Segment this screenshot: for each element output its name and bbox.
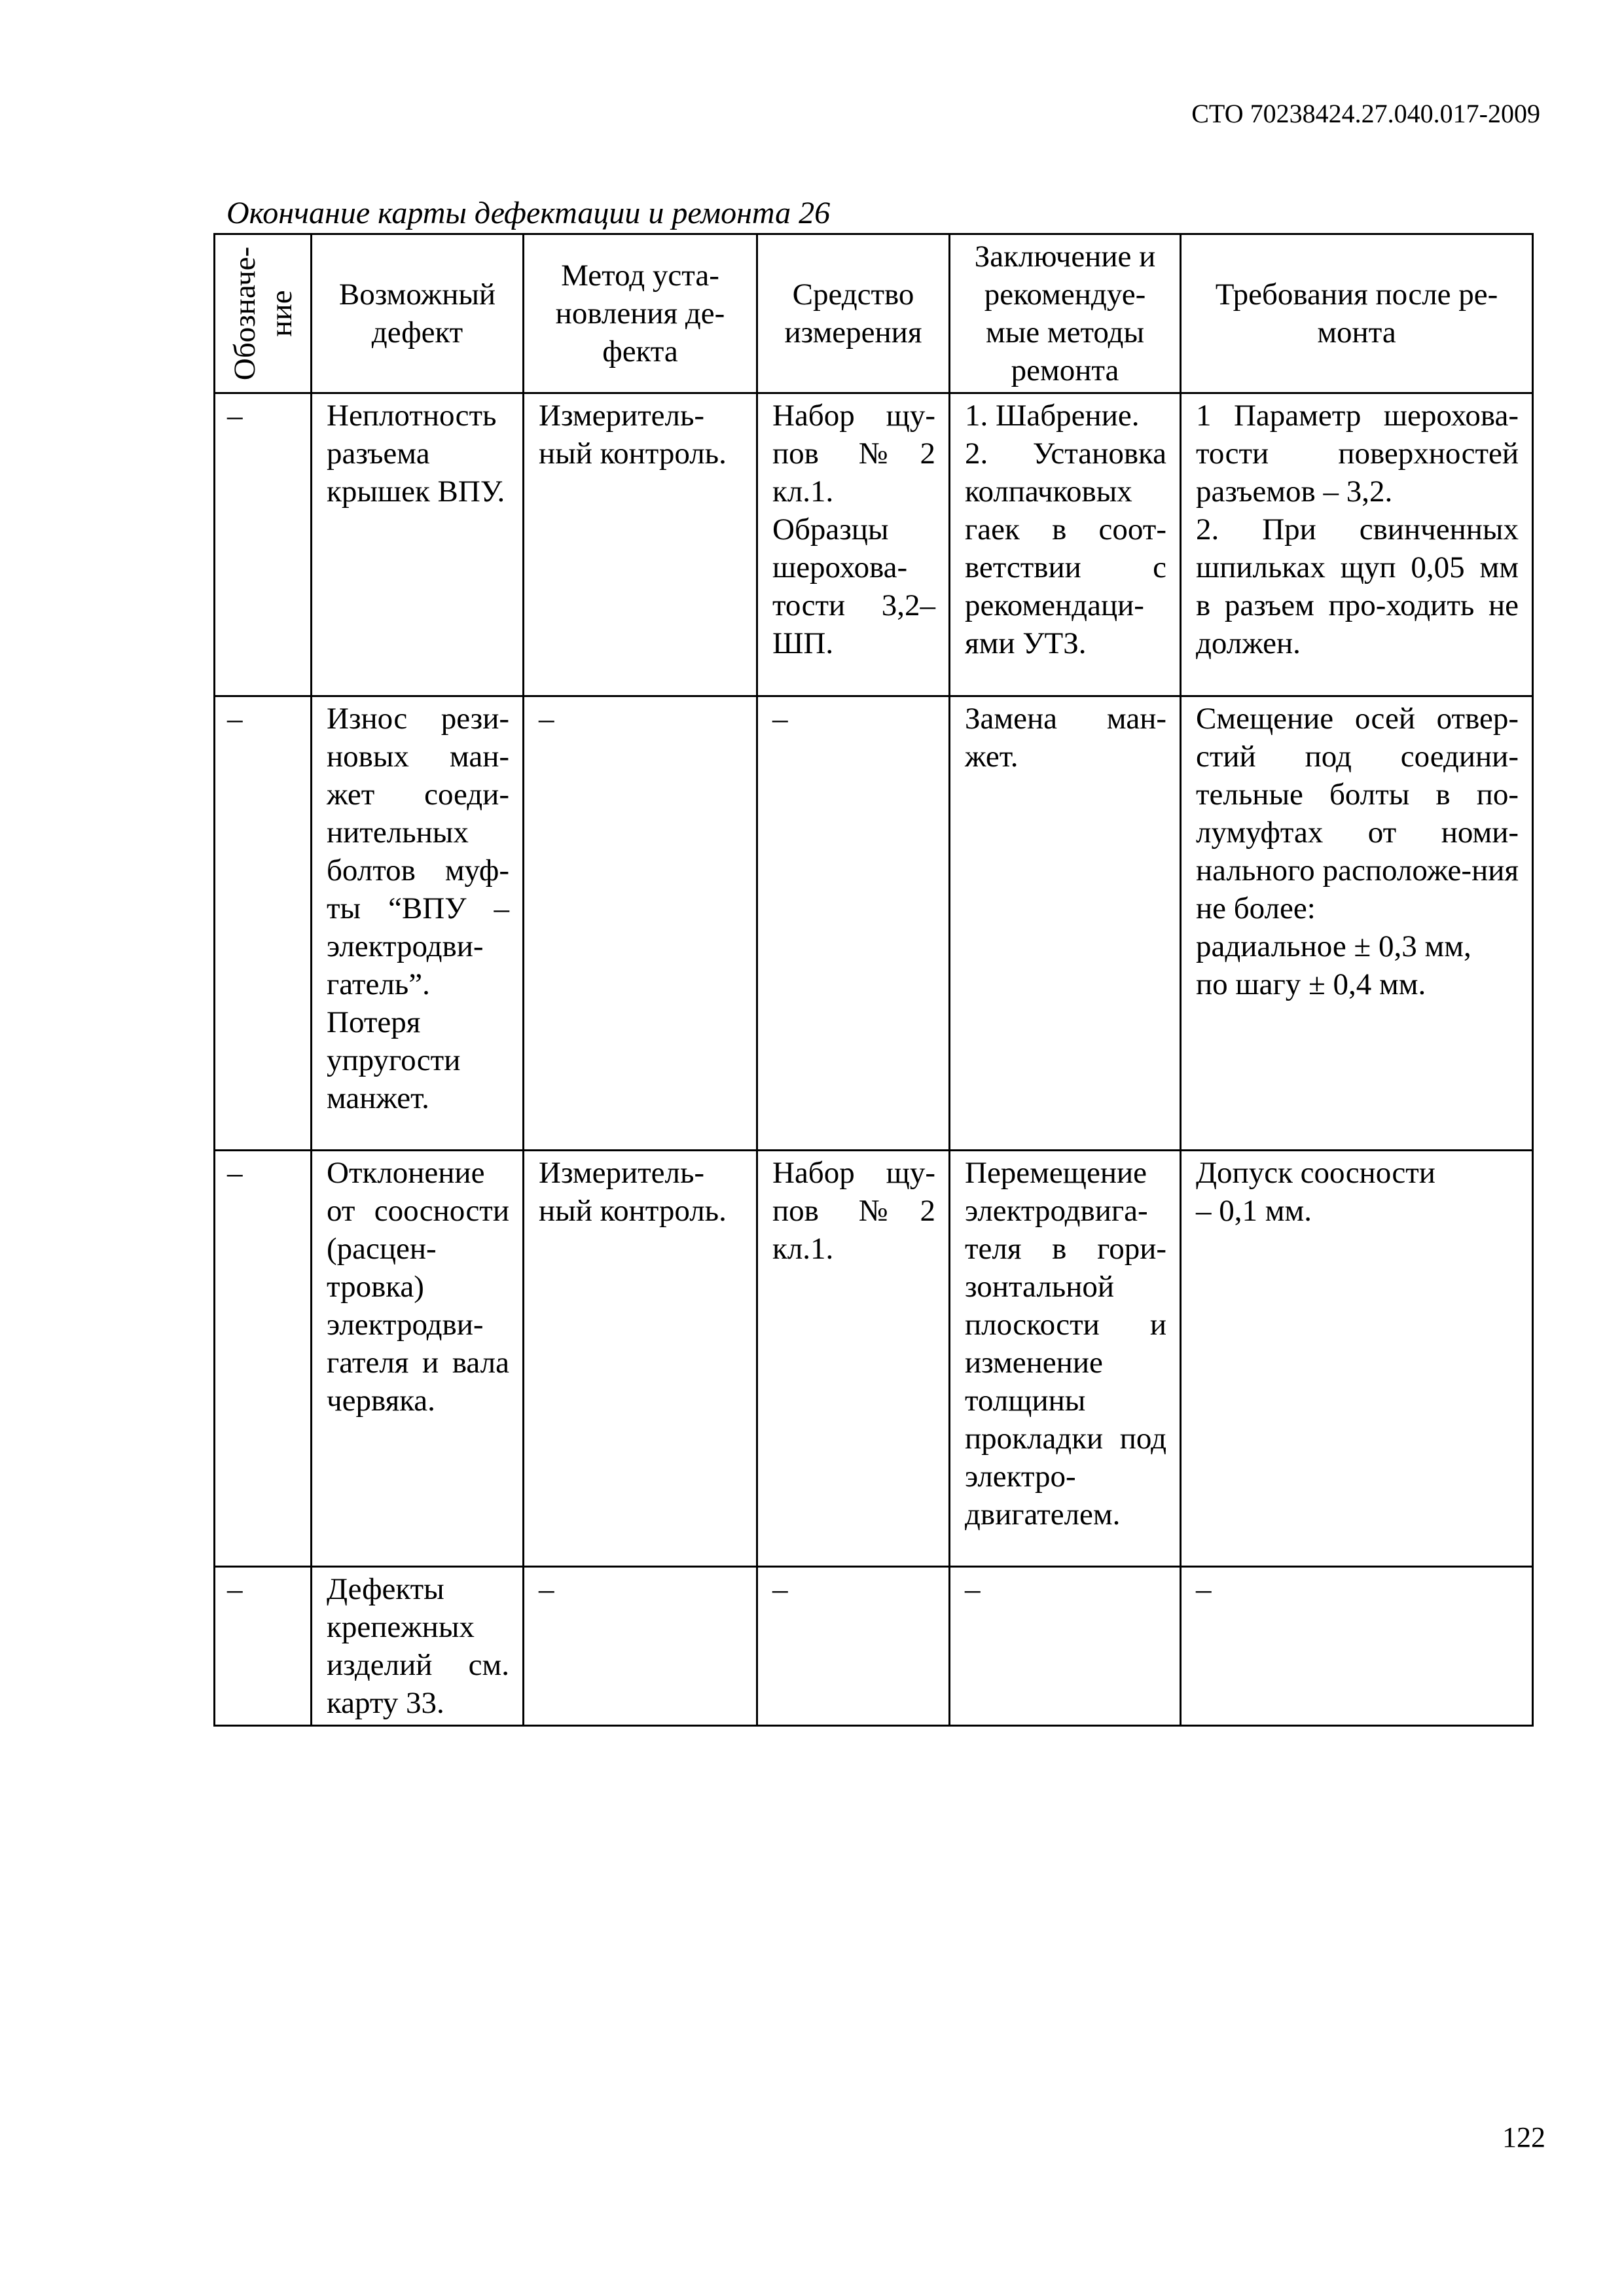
cell-defect: Износ рези-новых ман-жет соеди-нительных болтов муф-ты “ВПУ – электродви-гатель”. Потеря упругости манжет. xyxy=(312,696,524,1151)
table-row xyxy=(215,696,1533,1151)
cell-designation: – xyxy=(215,393,312,696)
requirement-line: 2. При свинченных шпильках щуп 0,05 мм в разъем про-ходить не должен. xyxy=(1196,512,1519,660)
column-header-requirements: Требования после ре- монта xyxy=(1181,234,1533,393)
cell-requirements xyxy=(1181,393,1533,696)
table-row xyxy=(215,1567,1533,1726)
conclusion-line: Замена ман-жет. xyxy=(965,702,1166,774)
column-header-method: Метод уста- новления де- фекта xyxy=(524,234,757,393)
cell-tool: – xyxy=(757,696,950,1151)
requirement-line: Допуск соосности xyxy=(1196,1156,1435,1190)
cell-tool: – xyxy=(757,1567,950,1726)
cell-method: Измеритель-ный контроль. xyxy=(524,1151,757,1567)
cell-designation: – xyxy=(215,1567,312,1726)
requirement-line: – 0,1 мм. xyxy=(1196,1194,1312,1228)
cell-defect: Отклонение от соосности (расцен-тровка) электродви-гателя и вала червяка. xyxy=(312,1151,524,1567)
cell-method: – xyxy=(524,1567,757,1726)
cell-conclusion xyxy=(950,1567,1181,1726)
cell-conclusion xyxy=(950,1151,1181,1567)
conclusion-line: – xyxy=(965,1572,981,1606)
table-caption: Окончание карты дефектации и ремонта 26 xyxy=(226,196,831,230)
cell-defect: Дефекты крепежных изделий см. карту 33. xyxy=(312,1567,524,1726)
cell-defect: Неплотность разъема крышек ВПУ. xyxy=(312,393,524,696)
requirement-line: 1 Параметр шерохова-тости поверхностей разъемов – 3,2. xyxy=(1196,399,1519,509)
conclusion-line: 2. Установка колпачковых гаек в соот-ветствии с рекомендаци-ями УТЗ. xyxy=(965,437,1166,660)
page-number: 122 xyxy=(1502,2121,1545,2153)
cell-tool: Набор щу-пов №2 кл.1. xyxy=(757,1151,950,1567)
document-code: СТО 70238424.27.040.017-2009 xyxy=(1191,99,1540,128)
requirement-line: – xyxy=(1196,1572,1212,1606)
requirement-line: по шагу ± 0,4 мм. xyxy=(1196,967,1426,1001)
table-row xyxy=(215,393,1533,696)
requirement-line: Смещение осей отвер-стий под соедини-тельные болты в по-лумуфтах от номи-нального расположе-ния не более: xyxy=(1196,702,1519,925)
cell-conclusion xyxy=(950,393,1181,696)
cell-requirements xyxy=(1181,1151,1533,1567)
table-row xyxy=(215,1151,1533,1567)
column-header-designation-text: Обозначе- ние xyxy=(227,246,298,381)
column-header-conclusion: Заключение и рекомендуе- мые методы ремонта xyxy=(950,234,1181,393)
table-header-row xyxy=(215,234,1533,393)
cell-method: – xyxy=(524,696,757,1151)
defect-repair-table xyxy=(213,233,1534,1727)
cell-requirements xyxy=(1181,1567,1533,1726)
cell-conclusion xyxy=(950,696,1181,1151)
cell-method: Измеритель-ный контроль. xyxy=(524,393,757,696)
cell-requirements xyxy=(1181,696,1533,1151)
cell-designation: – xyxy=(215,696,312,1151)
cell-tool: Набор щу-пов №2 кл.1. Образцы шерохова-тости 3,2–ШП. xyxy=(757,393,950,696)
column-header-tool: Средство измерения xyxy=(757,234,950,393)
column-header-designation xyxy=(215,234,312,393)
conclusion-line: Перемещение электродвига-теля в гори-зонтальной плоскости и изменение толщины прокладки под электро-двигателем. xyxy=(965,1156,1166,1532)
requirement-line: радиальное ± 0,3 мм, xyxy=(1196,929,1471,963)
column-header-defect: Возможный дефект xyxy=(312,234,524,393)
cell-designation: – xyxy=(215,1151,312,1567)
conclusion-line: 1. Шабрение. xyxy=(965,399,1140,433)
